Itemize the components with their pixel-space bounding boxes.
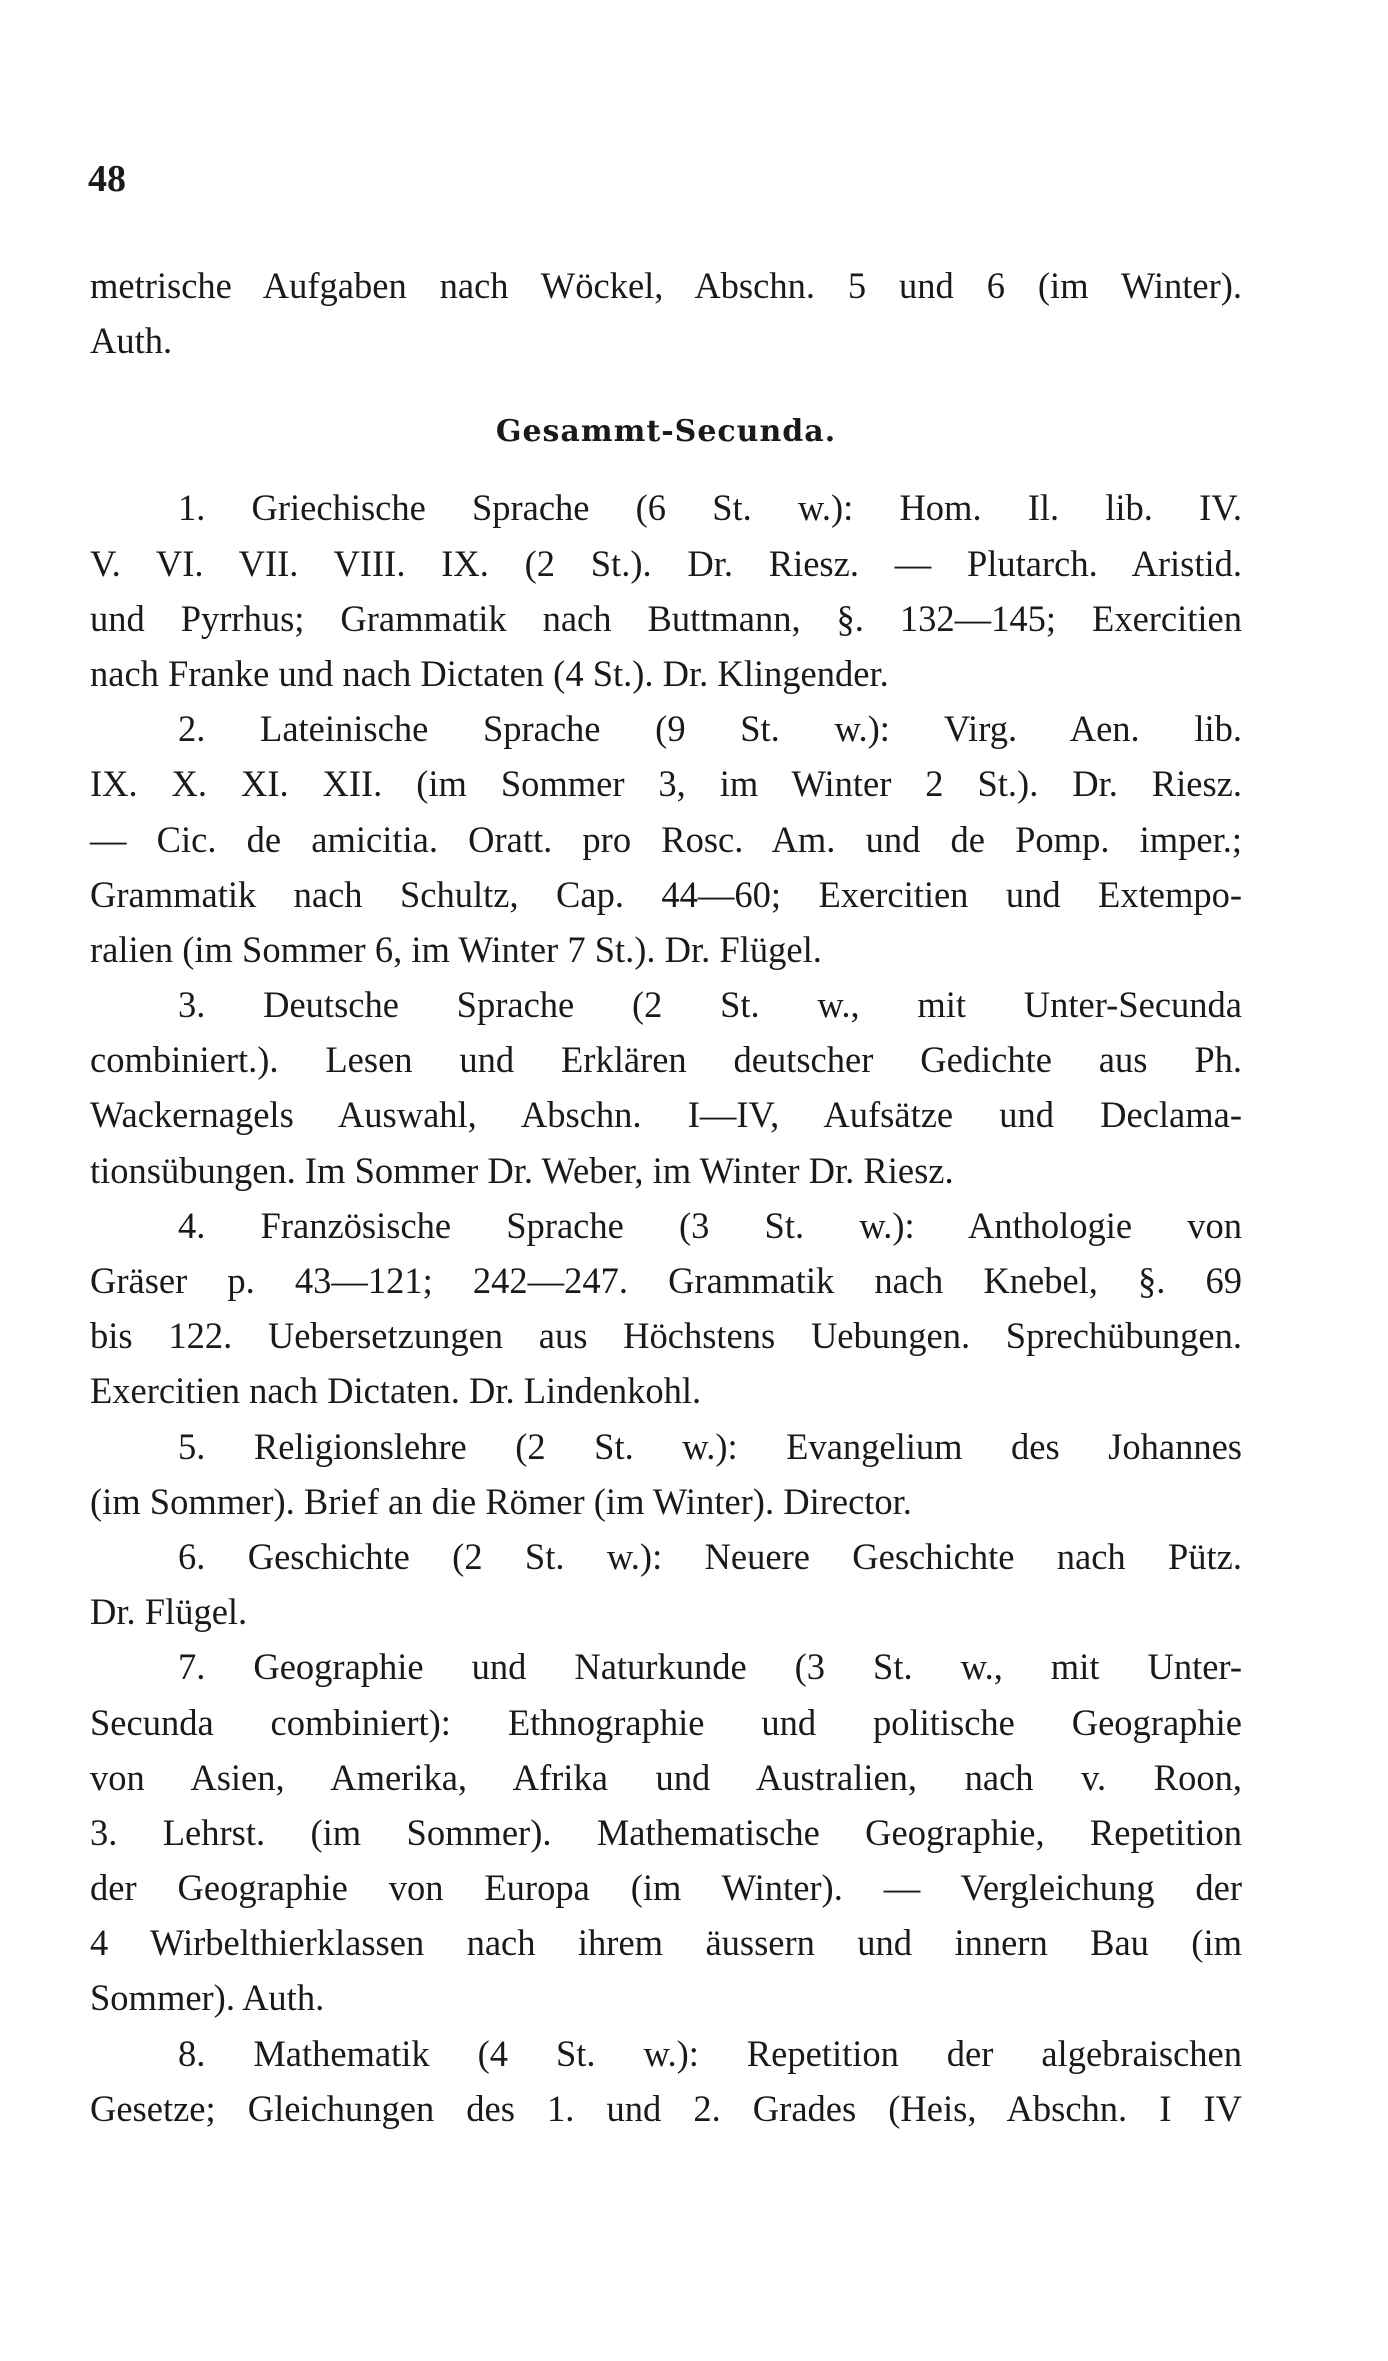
text-line: Secunda combiniert): Ethnographie und politische Geographie [90,1701,1242,1743]
paragraph-lines [90,480,1242,2136]
body-text [90,258,1242,2136]
text-line: 7. Geographie und Naturkunde (3 St. w., mit Unter- [178,1646,1242,1688]
text-line: Grammatik nach Schultz, Cap. 44—60; Exercitien und Extempo- [90,873,1242,915]
text-line: Gesetze; Gleichungen des 1. und 2. Grades (Heis, Abschn. I IV [90,2087,1242,2129]
text-line: Dr. Flügel. [90,1591,248,1633]
text-line: 1. Griechische Sprache (6 St. w.): Hom. Il. lib. IV. [178,487,1242,529]
text-line: combiniert.). Lesen und Erklären deutscher Gedichte aus Ph. [90,1039,1242,1081]
text-line: der Geographie von Europa (im Winter). — Vergleichung der [90,1867,1242,1909]
text-line: und Pyrrhus; Grammatik nach Buttmann, §. 132—145; Exercitien [90,597,1242,639]
text-line: V. VI. VII. VIII. IX. (2 St.). Dr. Riesz. — Plutarch. Aristid. [90,542,1242,584]
text-line: 3. Lehrst. (im Sommer). Mathematische Geographie, Repetition [90,1811,1242,1853]
text-line: Gräser p. 43—121; 242—247. Grammatik nach Knebel, §. 69 [90,1260,1242,1301]
text-line: 4 Wirbelthierklassen nach ihrem äussern und innern Bau (im [90,1922,1242,1964]
text-line: Sommer). Auth. [90,1977,325,2019]
text-line: IX. X. XI. XII. (im Sommer 3, im Winter 2 St.). Dr. Riesz. [90,763,1242,805]
text-line: bis 122. Uebersetzungen aus Höchstens Uebungen. Sprechübungen. [90,1315,1242,1357]
text-line: 6. Geschichte (2 St. w.): Neuere Geschichte nach Pütz. [178,1535,1242,1577]
text-line: ralien (im Sommer 6, im Winter 7 St.). Dr. Flügel. [90,928,822,970]
text-line: von Asien, Amerika, Afrika und Australien, nach v. Roon, [90,1756,1242,1798]
section-heading: Gesammt-Secunda. [495,414,837,450]
text-line: 3. Deutsche Sprache (2 St. w., mit Unter-Secunda [178,984,1242,1026]
text-line: tionsübungen. Im Sommer Dr. Weber, im Winter Dr. Riesz. [90,1149,954,1191]
text-line: 2. Lateinische Sprache (9 St. w.): Virg. Aen. lib. [178,708,1242,750]
text-line: (im Sommer). Brief an die Römer (im Winter). Director. [90,1480,912,1522]
page-number: 48 [88,158,126,200]
intro-line: metrische Aufgaben nach Wöckel, Abschn. 5 und 6 (im Winter). [90,265,1242,306]
text-line: Exercitien nach Dictaten. Dr. Lindenkohl. [90,1370,702,1412]
text-line: nach Franke und nach Dictaten (4 St.). Dr. Klingender. [90,652,889,694]
text-line: — Cic. de amicitia. Oratt. pro Rosc. Am. und de Pomp. imper.; [90,818,1242,860]
text-line: 4. Französische Sprache (3 St. w.): Anthologie von [178,1204,1242,1246]
text-line: 5. Religionslehre (2 St. w.): Evangelium des Johannes [178,1425,1242,1467]
text-line: 8. Mathematik (4 St. w.): Repetition der algebraischen [178,2032,1242,2074]
intro-line: Auth. [90,320,173,362]
text-line: Wackernagels Auswahl, Abschn. I—IV, Aufsätze und Declama- [90,1094,1242,1136]
